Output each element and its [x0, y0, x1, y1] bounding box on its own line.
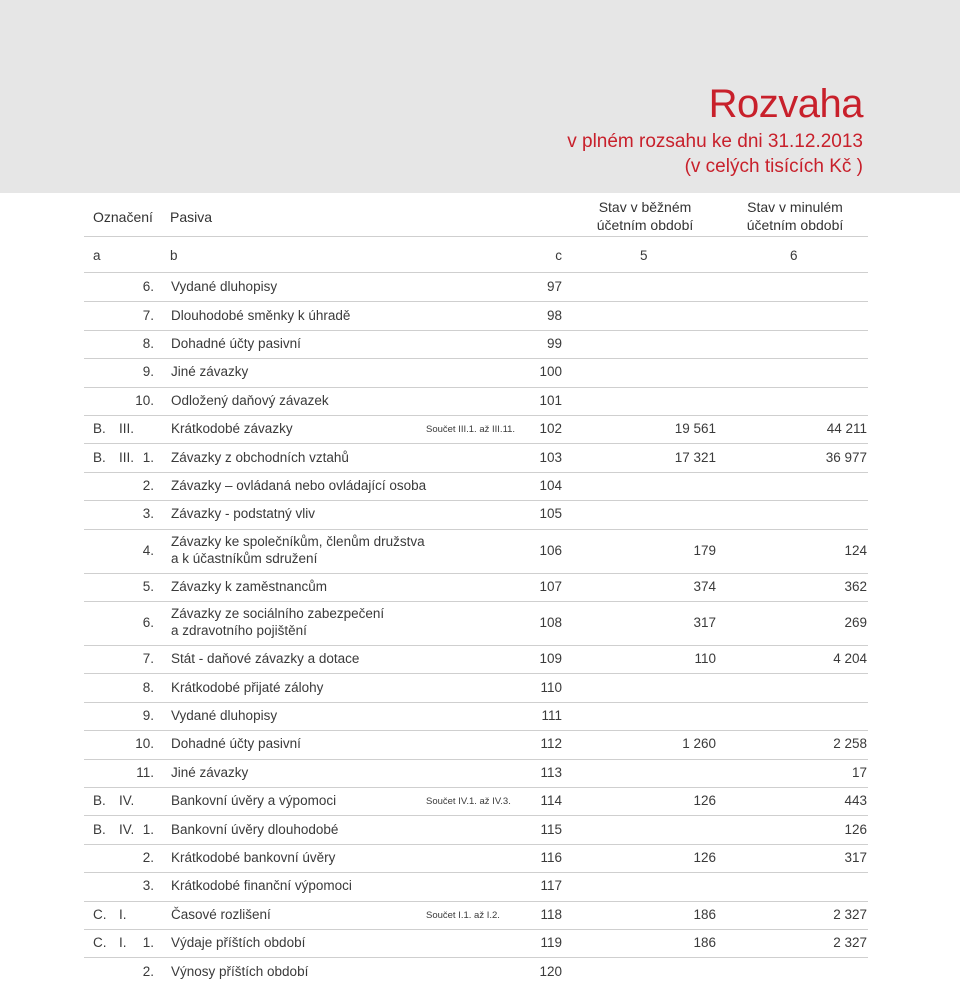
- table-row: [0, 573, 960, 601]
- row-item-number: 6.: [142, 615, 154, 630]
- row-item-number: 1.: [142, 821, 154, 837]
- row-previous-value: 317: [844, 849, 867, 865]
- table-row: [0, 759, 960, 787]
- row-code: 111: [541, 707, 562, 723]
- row-code: 102: [539, 421, 562, 437]
- table-row: [0, 901, 960, 929]
- row-code: 106: [539, 542, 562, 558]
- row-item-number: 7.: [142, 651, 154, 667]
- row-section-letter: C.: [93, 906, 107, 922]
- row-code: 119: [540, 935, 562, 951]
- row-code: 105: [539, 506, 562, 522]
- row-sum-note: Součet III.1. až III.11.: [426, 424, 516, 436]
- table-row: [0, 387, 960, 415]
- row-item-name-line-2: a k účastníkům sdružení: [171, 550, 318, 566]
- table-row: [0, 645, 960, 673]
- column-header-pasiva: Pasiva: [170, 209, 213, 225]
- row-item-name: Odložený daňový závazek: [171, 392, 329, 408]
- row-current-value: 110: [694, 651, 716, 667]
- page-subtitle: [463, 129, 863, 179]
- row-item-name-line-2: a zdravotního pojištění: [171, 623, 307, 638]
- row-code: 120: [539, 963, 562, 979]
- row-previous-value: 2 258: [833, 736, 867, 752]
- table-row: [0, 787, 960, 815]
- row-code: 113: [540, 764, 562, 780]
- row-section-roman: I.: [119, 906, 127, 922]
- row-item-name: Jiné závazky: [171, 364, 249, 380]
- row-code: 117: [540, 878, 562, 894]
- row-sum-note: Součet IV.1. až IV.3.: [426, 796, 511, 808]
- row-code: 115: [540, 821, 562, 837]
- row-code: 112: [540, 736, 562, 752]
- row-item-name: Výdaje příštích období: [171, 935, 306, 951]
- row-code: 101: [539, 392, 562, 408]
- row-item-name: Krátkodobé závazky: [171, 421, 293, 437]
- table-row: [0, 730, 960, 758]
- row-item-number: 8.: [142, 335, 154, 351]
- row-item-number: 2.: [142, 963, 154, 979]
- table-row: [0, 529, 960, 573]
- column-header-previous-line-1: Stav v minulém: [747, 199, 843, 215]
- row-sum-note: Součet I.1. až I.2.: [426, 909, 500, 921]
- table-row: [0, 330, 960, 358]
- table-row: [0, 443, 960, 471]
- row-item-number: 10.: [135, 736, 154, 752]
- row-code: 108: [539, 615, 562, 630]
- row-section-letter: B.: [93, 793, 106, 809]
- row-current-value: 179: [693, 542, 716, 558]
- row-item-number: 2.: [142, 849, 154, 865]
- column-header-previous-period: [725, 198, 865, 234]
- table-row: [0, 301, 960, 329]
- index-6: 6: [790, 248, 798, 263]
- row-item-name: Dlouhodobé směnky k úhradě: [171, 307, 351, 323]
- row-item-number: 5.: [142, 578, 154, 594]
- row-current-value: 19 561: [674, 421, 716, 437]
- row-item-number: 9.: [142, 364, 154, 380]
- row-item-number: 1.: [142, 935, 154, 951]
- table-row: [0, 844, 960, 872]
- index-b: b: [170, 248, 178, 263]
- row-item-name: Jiné závazky: [171, 764, 249, 780]
- row-code: 100: [539, 364, 562, 380]
- table-row: [0, 872, 960, 900]
- table-row: [0, 358, 960, 386]
- row-item-name: Závazky z obchodních vztahů: [171, 449, 349, 465]
- row-item-number: 8.: [142, 679, 154, 695]
- row-item-number: 4.: [142, 542, 154, 558]
- row-code: 98: [546, 307, 562, 323]
- row-previous-value: 36 977: [825, 449, 867, 465]
- row-previous-value: 126: [844, 821, 867, 837]
- row-previous-value: 2 327: [833, 935, 867, 951]
- row-previous-value: 443: [844, 793, 867, 809]
- table-row: [0, 500, 960, 528]
- row-code: 103: [539, 449, 562, 465]
- row-current-value: 17 321: [674, 449, 716, 465]
- table-row: [0, 273, 960, 301]
- row-item-number: 2.: [142, 477, 154, 493]
- row-item-name: Závazky ze sociálního zabezpečení: [171, 606, 385, 621]
- row-code: 104: [539, 477, 562, 493]
- row-current-value: 186: [693, 906, 716, 922]
- table-row: [0, 815, 960, 843]
- row-item-number: 6.: [142, 279, 154, 295]
- row-section-roman: IV.: [119, 793, 135, 809]
- row-code: 110: [540, 679, 562, 695]
- row-item-name: Dohadné účty pasivní: [171, 335, 301, 351]
- subtitle-line-2: (v celých tisících Kč ): [684, 156, 863, 177]
- row-code: 97: [546, 279, 562, 295]
- table-row: [0, 929, 960, 957]
- row-section-roman: I.: [119, 935, 127, 951]
- row-item-name: Vydané dluhopisy: [171, 707, 278, 723]
- row-code: 116: [540, 849, 562, 865]
- row-current-value: 317: [693, 615, 716, 630]
- row-code: 118: [540, 906, 562, 922]
- row-section-roman: III.: [119, 421, 135, 437]
- row-item-number: 7.: [142, 307, 154, 323]
- row-previous-value: 2 327: [833, 906, 867, 922]
- row-current-value: 186: [693, 935, 716, 951]
- row-previous-value: 269: [844, 615, 867, 630]
- row-item-name: Dohadné účty pasivní: [171, 736, 301, 752]
- row-item-name: Časové rozlišení: [171, 906, 271, 922]
- row-item-name: Vydané dluhopisy: [171, 279, 278, 295]
- table-row: [0, 957, 960, 985]
- row-current-value: 126: [693, 849, 716, 865]
- row-item-number: 1.: [142, 449, 154, 465]
- row-item-number: 3.: [142, 878, 154, 894]
- row-section-letter: B.: [93, 421, 106, 437]
- row-item-name: Stát - daňové závazky a dotace: [171, 651, 360, 667]
- row-item-name: Krátkodobé finanční výpomoci: [171, 878, 352, 894]
- row-section-roman: III.: [119, 449, 135, 465]
- row-item-number: 9.: [142, 707, 154, 723]
- row-code: 107: [539, 578, 562, 594]
- column-header-current-line-2: účetním období: [596, 217, 694, 233]
- index-a: a: [93, 248, 101, 263]
- row-item-name: Bankovní úvěry dlouhodobé: [171, 821, 339, 837]
- row-section-roman: IV.: [119, 821, 135, 837]
- table-row: [0, 472, 960, 500]
- row-section-letter: B.: [93, 821, 106, 837]
- table-row: [0, 702, 960, 730]
- row-current-value: 374: [693, 578, 716, 594]
- row-item-name: Krátkodobé přijaté zálohy: [171, 679, 324, 695]
- header-divider: [84, 236, 868, 237]
- row-previous-value: 4 204: [833, 651, 867, 667]
- row-section-letter: C.: [93, 935, 107, 951]
- row-item-name: Závazky - podstatný vliv: [171, 506, 316, 522]
- row-item-name: Bankovní úvěry a výpomoci: [171, 793, 337, 809]
- row-code: 114: [540, 793, 562, 809]
- row-item-name: Závazky ke společníkům, členům družstva: [171, 533, 425, 549]
- row-previous-value: 124: [844, 542, 867, 558]
- row-item-name: Závazky k zaměstnancům: [171, 578, 328, 594]
- row-code: 109: [539, 651, 562, 667]
- column-header-current-period: [575, 198, 715, 234]
- row-previous-value: 44 211: [826, 421, 867, 437]
- index-c: c: [555, 248, 562, 263]
- row-item-number: 3.: [142, 506, 154, 522]
- row-item-name: Výnosy příštích období: [171, 963, 309, 979]
- row-item-name: Krátkodobé bankovní úvěry: [171, 849, 336, 865]
- row-previous-value: 362: [844, 578, 867, 594]
- subtitle-line-1: v plném rozsahu ke dni 31.12.2013: [567, 131, 863, 152]
- row-current-value: 126: [693, 793, 716, 809]
- column-header-oznaceni: Označení: [93, 209, 153, 225]
- column-header-current-line-1: Stav v běžném: [598, 199, 692, 215]
- row-item-number: 10.: [135, 392, 154, 408]
- table-row: [0, 601, 960, 645]
- table-row: [0, 415, 960, 443]
- row-previous-value: 17: [851, 764, 867, 780]
- index-5: 5: [640, 248, 648, 263]
- row-code: 99: [546, 335, 562, 351]
- row-item-number: 11.: [136, 764, 154, 780]
- column-header-previous-line-2: účetním období: [746, 217, 844, 233]
- row-current-value: 1 260: [682, 736, 716, 752]
- table-row: [0, 673, 960, 701]
- row-item-name: Závazky – ovládaná nebo ovládající osoba: [171, 477, 427, 493]
- page-title: Rozvaha: [708, 82, 863, 126]
- row-section-letter: B.: [93, 449, 106, 465]
